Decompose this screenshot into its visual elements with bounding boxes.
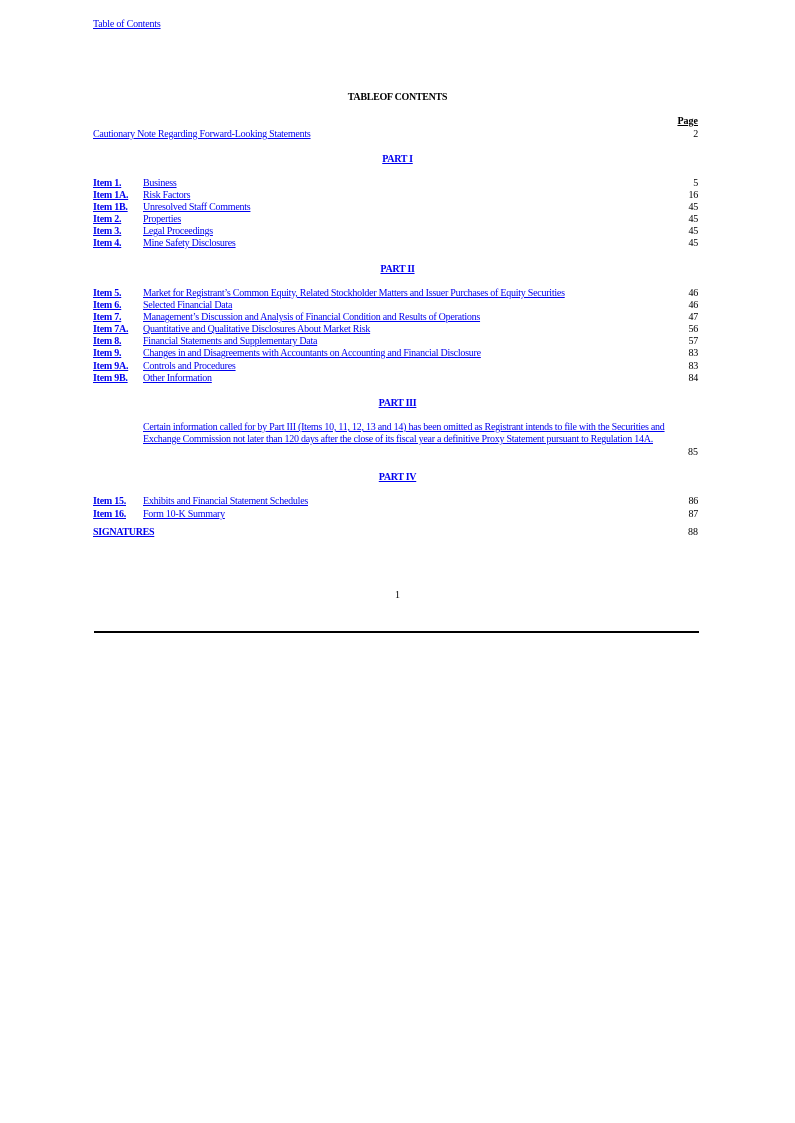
- item-title-link[interactable]: Risk Factors: [143, 190, 191, 201]
- part-4-heading[interactable]: PART IV: [378, 472, 417, 483]
- page-number: 83: [688, 348, 698, 359]
- item-title-link[interactable]: Unresolved Staff Comments: [143, 202, 251, 213]
- toc-row: [93, 496, 698, 508]
- item-title-link[interactable]: Changes in and Disagreements with Accountants on Accounting and Financial Disclosure: [143, 348, 481, 359]
- page-column-header: Page: [677, 116, 698, 127]
- toc-row: [93, 348, 698, 360]
- page-number: 45: [688, 214, 698, 225]
- toc-row: [93, 300, 698, 312]
- item-title-link[interactable]: Business: [143, 178, 177, 189]
- item-title-link[interactable]: Exhibits and Financial Statement Schedules: [143, 496, 309, 507]
- item-number-link[interactable]: Item 9.: [93, 348, 122, 359]
- item-number-link[interactable]: Item 4.: [93, 238, 122, 249]
- toc-row: [93, 361, 698, 373]
- toc-row: [93, 190, 698, 202]
- page-number: 46: [688, 300, 698, 311]
- toc-row: [93, 226, 698, 238]
- toc-row: [93, 202, 698, 214]
- item-title-link[interactable]: Quantitative and Qualitative Disclosures About Market Risk: [143, 324, 371, 335]
- item-title-link[interactable]: Financial Statements and Supplementary Data: [143, 336, 318, 347]
- page-number: 16: [688, 190, 698, 201]
- toc-row: [93, 509, 698, 521]
- item-title-link[interactable]: Management’s Discussion and Analysis of Financial Condition and Results of Operations: [143, 312, 481, 323]
- item-number-link[interactable]: Item 1A.: [93, 190, 129, 201]
- toc-row: [93, 238, 698, 250]
- item-number-link[interactable]: Item 9B.: [93, 373, 128, 384]
- signatures-link[interactable]: SIGNATURES: [93, 527, 155, 538]
- toc-row: [93, 324, 698, 336]
- table-of-contents-link[interactable]: Table of Contents: [93, 19, 161, 30]
- page-number: 5: [693, 178, 698, 189]
- page-number: 2: [693, 129, 698, 140]
- page-number: 87: [688, 509, 698, 520]
- page-number: 46: [688, 288, 698, 299]
- toc-row: [93, 312, 698, 324]
- toc-row: [93, 373, 698, 385]
- page-title: TABLEOF CONTENTS: [347, 92, 448, 103]
- item-number-link[interactable]: Item 9A.: [93, 361, 129, 372]
- item-title-link[interactable]: Other Information: [143, 373, 212, 384]
- footer-page-number: 1: [395, 590, 400, 601]
- part-3-heading[interactable]: PART III: [378, 398, 417, 409]
- item-title-link[interactable]: Properties: [143, 214, 182, 225]
- item-number-link[interactable]: Item 6.: [93, 300, 122, 311]
- item-number-link[interactable]: Item 3.: [93, 226, 122, 237]
- page-number: 56: [688, 324, 698, 335]
- item-number-link[interactable]: Item 2.: [93, 214, 122, 225]
- toc-row: [93, 288, 698, 300]
- page-number: 83: [688, 361, 698, 372]
- toc-row-cautionary: [93, 129, 698, 141]
- page-number: 45: [688, 202, 698, 213]
- item-number-link[interactable]: Item 16.: [93, 509, 126, 520]
- page-number: 45: [688, 238, 698, 249]
- item-title-link[interactable]: Market for Registrant’s Common Equity, Related Stockholder Matters and Issuer Purchases of Equity Securities: [143, 288, 565, 299]
- item-title-link[interactable]: Selected Financial Data: [143, 300, 233, 311]
- item-number-link[interactable]: Item 8.: [93, 336, 122, 347]
- page-number: 47: [688, 312, 698, 323]
- toc-row: [93, 214, 698, 226]
- page-number: 88: [688, 527, 698, 538]
- page-number: 57: [688, 336, 698, 347]
- cautionary-note-link[interactable]: Cautionary Note Regarding Forward-Looking Statements: [93, 129, 311, 140]
- item-number-link[interactable]: Item 1B.: [93, 202, 128, 213]
- item-title-link[interactable]: Controls and Procedures: [143, 361, 236, 372]
- toc-row: [93, 178, 698, 190]
- page-number: 45: [688, 226, 698, 237]
- part-3-omission-note-link[interactable]: Certain information called for by Part III (Items 10, 11, 12, 13 and 14) has been omitted as Registrant intends to file with the Securities and Exchange Commission not later than 120 days after the close of its fiscal year a definitive Proxy Statement pursuant to Regulation 14A.: [143, 422, 665, 445]
- page-divider-rule: [94, 631, 699, 633]
- toc-row: [93, 336, 698, 348]
- part-2-heading[interactable]: PART II: [380, 264, 415, 275]
- item-number-link[interactable]: Item 5.: [93, 288, 122, 299]
- item-number-link[interactable]: Item 7A.: [93, 324, 129, 335]
- item-number-link[interactable]: Item 7.: [93, 312, 122, 323]
- page-number: 86: [688, 496, 698, 507]
- item-title-link[interactable]: Mine Safety Disclosures: [143, 238, 236, 249]
- item-title-link[interactable]: Form 10-K Summary: [143, 509, 225, 520]
- page-number: 84: [688, 373, 698, 384]
- item-title-link[interactable]: Legal Proceedings: [143, 226, 213, 237]
- item-number-link[interactable]: Item 1.: [93, 178, 122, 189]
- page-number: 85: [688, 447, 698, 458]
- part-1-heading[interactable]: PART I: [382, 154, 413, 165]
- item-number-link[interactable]: Item 15.: [93, 496, 126, 507]
